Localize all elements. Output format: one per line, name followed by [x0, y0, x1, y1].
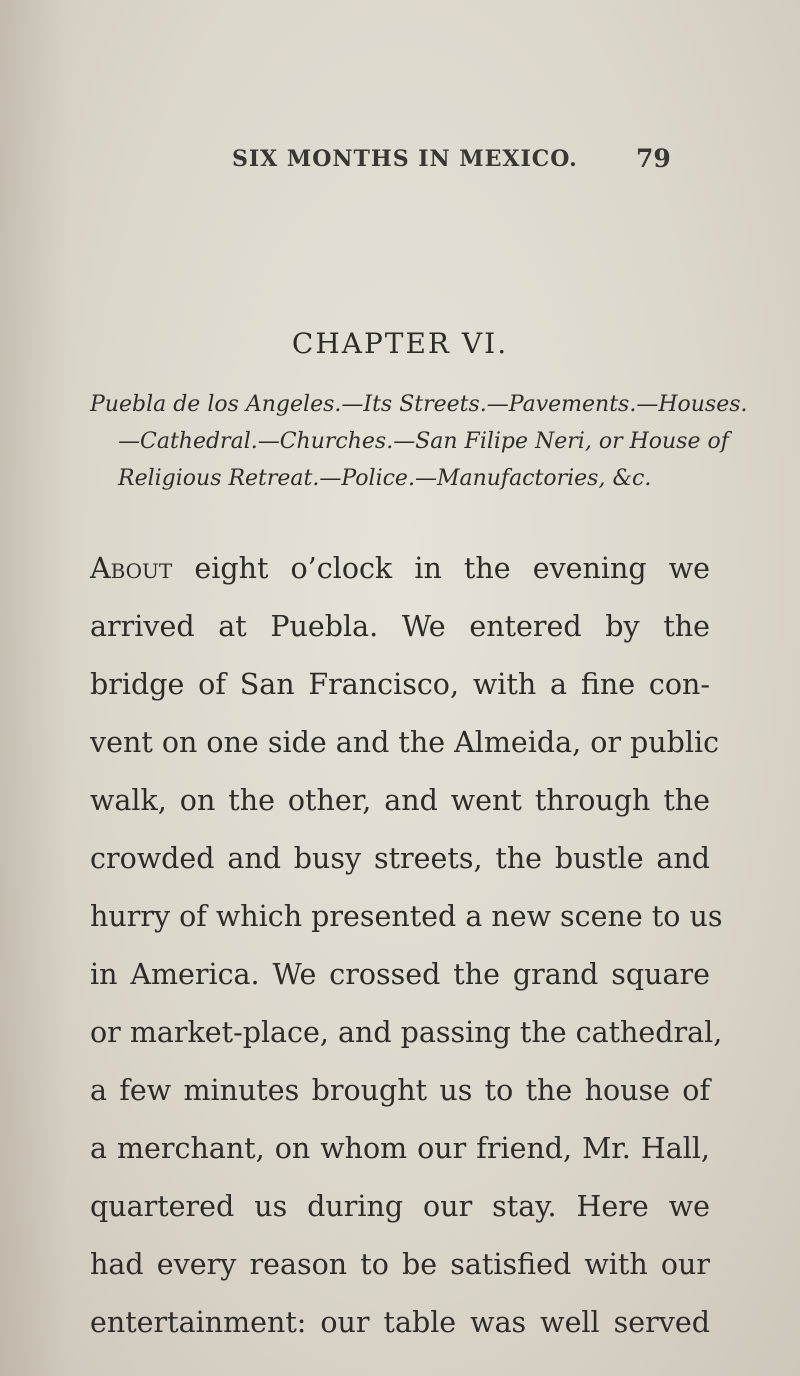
body-line: arrived at Puebla. We entered by the	[90, 610, 710, 643]
body-line: in America. We crossed the grand square	[90, 958, 710, 991]
page-number: 79	[636, 144, 671, 173]
body-line	[90, 540, 710, 598]
page-gutter-shadow	[0, 0, 70, 1376]
body-line: crowded and busy streets, the bustle and	[90, 842, 710, 875]
body-line: bridge of San Francisco, with a fine con-	[90, 668, 710, 701]
body-line: or market-place, and passing the cathedral,	[90, 1016, 723, 1049]
synopsis-line: Religious Retreat.—Police.—Manufactories, &c.	[118, 466, 652, 491]
body-line: vent on one side and the Almeida, or public	[90, 726, 720, 759]
chapter-heading: CHAPTER VI.	[291, 327, 509, 360]
body-text	[90, 540, 723, 1352]
synopsis-line: Puebla de los Angeles.—Its Streets.—Pavements.—Houses.	[90, 392, 748, 417]
running-head	[0, 146, 800, 186]
running-title: SIX MONTHS IN MEXICO.	[232, 146, 578, 172]
body-line: walk, on the other, and went through the	[90, 784, 710, 817]
chapter-synopsis	[90, 386, 748, 497]
synopsis-line: —Cathedral.—Churches.—San Filipe Neri, or House of	[118, 429, 729, 454]
body-line: entertainment: our table was well served	[90, 1306, 710, 1339]
body-line: a merchant, on whom our friend, Mr. Hall,	[90, 1132, 710, 1165]
body-line: had every reason to be satisfied with our	[90, 1248, 710, 1281]
body-line: quartered us during our stay. Here we	[90, 1190, 710, 1223]
body-line: a few minutes brought us to the house of	[90, 1074, 710, 1107]
opening-word: About	[90, 552, 173, 585]
body-line: hurry of which presented a new scene to us	[90, 900, 723, 933]
opening-line-rest: eight o’clock in the evening we	[172, 552, 710, 585]
